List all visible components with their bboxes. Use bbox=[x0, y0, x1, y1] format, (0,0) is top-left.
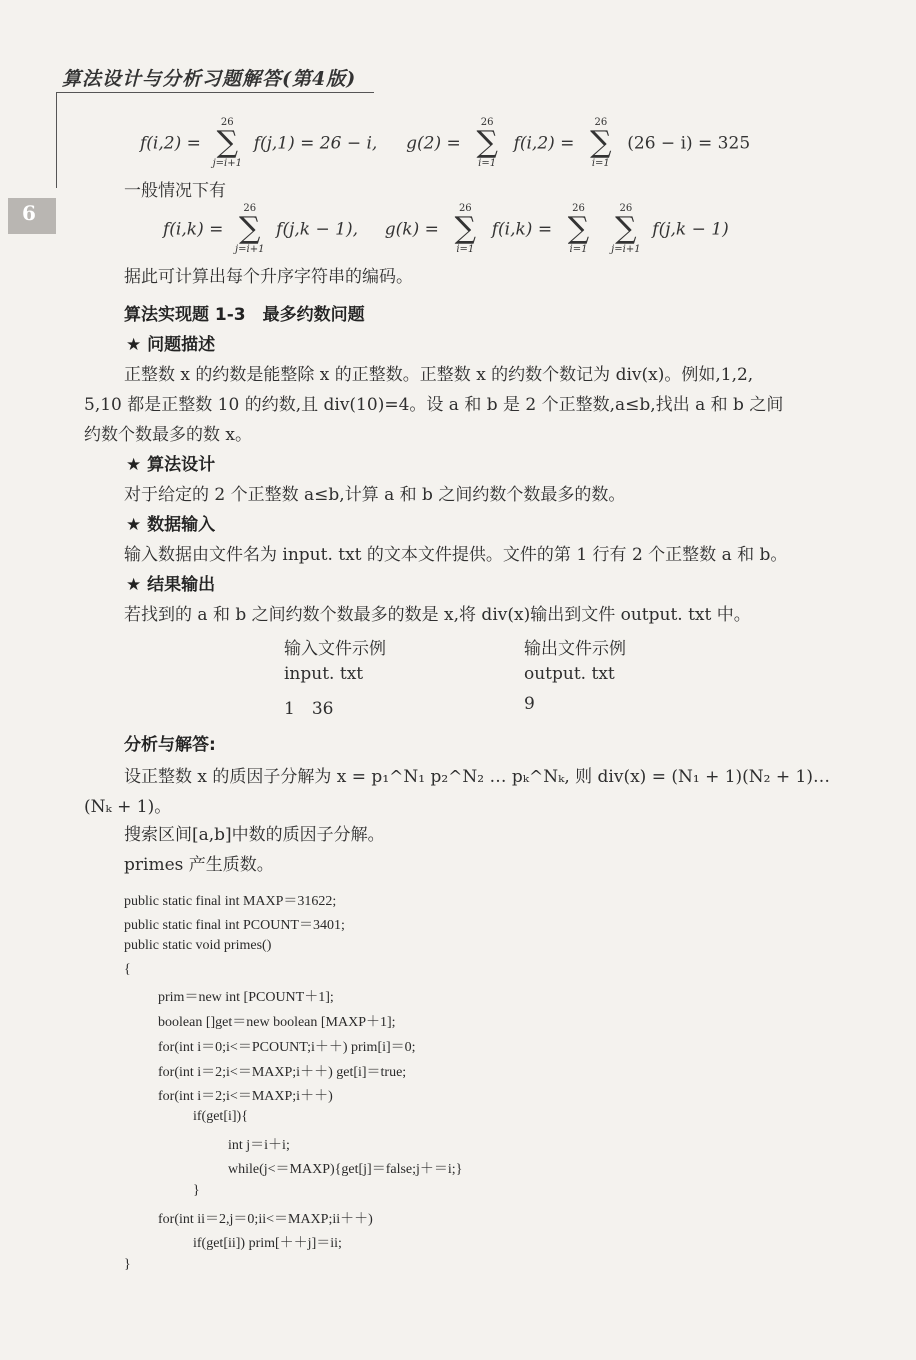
analysis-line-2: (Nₖ + 1)。 bbox=[84, 797, 172, 817]
sum-upper: 26 bbox=[480, 117, 494, 128]
summation-6: 26 ∑ i=1 bbox=[559, 204, 597, 256]
conclusion-text: 据此可计算出每个升序字符串的编码。 bbox=[124, 267, 413, 287]
formula-line-1 bbox=[140, 118, 750, 170]
code-line: { bbox=[124, 962, 131, 977]
formula-f-lhs: f(i,2) = bbox=[140, 133, 201, 154]
summation-7: 26 ∑ j=i+1 bbox=[607, 204, 645, 256]
sum-upper: 26 bbox=[619, 203, 633, 214]
sample-input-value: 1 36 bbox=[284, 699, 334, 719]
formula-fik-lhs: f(i,k) = bbox=[163, 219, 224, 240]
margin-rule bbox=[56, 92, 57, 188]
sum-upper: 26 bbox=[458, 203, 472, 214]
page-number: 6 bbox=[22, 201, 36, 225]
sum-lower: i=1 bbox=[456, 244, 475, 255]
formula-g-mid: f(i,2) = bbox=[513, 133, 575, 154]
sum-upper: 26 bbox=[572, 203, 585, 214]
sum-lower: i=1 bbox=[478, 158, 497, 169]
sum-lower: j=i+1 bbox=[212, 158, 242, 169]
problem-desc-line-2: 5,10 都是正整数 10 的约数,且 div(10)=4。设 a 和 b 是 2 个正整数,a≤b,找出 a 和 b 之间 bbox=[84, 395, 784, 415]
formula-gk-lhs: g(k) = bbox=[384, 219, 439, 240]
sum-upper: 26 bbox=[220, 117, 234, 128]
header-rule bbox=[56, 92, 374, 93]
code-line: public static final int PCOUNT＝3401; bbox=[124, 918, 345, 933]
code-line: public static final int MAXP＝31622; bbox=[124, 894, 337, 909]
code-line: } bbox=[193, 1183, 200, 1198]
design-text: 对于给定的 2 个正整数 a≤b,计算 a 和 b 之间约数个数最多的数。 bbox=[124, 485, 626, 505]
general-case-text: 一般情况下有 bbox=[124, 181, 226, 201]
formula-line-2 bbox=[163, 204, 729, 256]
code-line: while(j<＝MAXP){get[j]＝false;j＋＝i;} bbox=[228, 1162, 463, 1177]
sum-lower: i=1 bbox=[569, 244, 588, 255]
code-line: prim＝new int [PCOUNT＋1]; bbox=[158, 990, 334, 1005]
summation-5: 26 ∑ i=1 bbox=[446, 204, 484, 256]
input-heading: ★ 数据输入 bbox=[126, 515, 216, 535]
sum-lower: i=1 bbox=[591, 158, 610, 169]
sum-lower: j=i+1 bbox=[611, 244, 641, 255]
sample-input-label: 输入文件示例 bbox=[284, 639, 386, 659]
problem-desc-heading: ★ 问题描述 bbox=[126, 335, 216, 355]
output-heading: ★ 结果输出 bbox=[126, 575, 216, 595]
problem-desc-line-3: 约数个数最多的数 x。 bbox=[84, 425, 252, 445]
formula-gk-mid: f(i,k) = bbox=[491, 219, 553, 240]
formula-fik-mid: f(j,k − 1), bbox=[276, 219, 358, 240]
code-line: for(int i＝2;i<＝MAXP;i＋＋) bbox=[158, 1089, 333, 1104]
code-line: for(int i＝2;i<＝MAXP;i＋＋) get[i]＝true; bbox=[158, 1065, 407, 1080]
analysis-line-4: primes 产生质数。 bbox=[124, 855, 274, 875]
sample-output-file: output. txt bbox=[524, 664, 615, 684]
sample-output-value: 9 bbox=[524, 694, 535, 714]
summation-1: 26 ∑ j=i+1 bbox=[208, 118, 246, 170]
code-line: if(get[ii]) prim[＋＋j]＝ii; bbox=[193, 1236, 342, 1251]
sample-input-file: input. txt bbox=[284, 664, 364, 684]
code-line: for(int ii＝2,j＝0;ii<＝MAXP;ii＋＋) bbox=[158, 1212, 373, 1227]
code-line: for(int i＝0;i<＝PCOUNT;i＋＋) prim[i]＝0; bbox=[158, 1040, 416, 1055]
analysis-line-3: 搜索区间[a,b]中数的质因子分解。 bbox=[124, 825, 385, 845]
summation-4: 26 ∑ j=i+1 bbox=[231, 204, 269, 256]
analysis-heading: 分析与解答: bbox=[124, 735, 216, 755]
summation-3: 26 ∑ i=1 bbox=[582, 118, 620, 170]
input-text: 输入数据由文件名为 input. txt 的文本文件提供。文件的第 1 行有 2 个正整数 a 和 b。 bbox=[124, 545, 788, 565]
formula-g-result: (26 − i) = 325 bbox=[627, 133, 751, 154]
code-line: boolean []get＝new boolean [MAXP＋1]; bbox=[158, 1015, 396, 1030]
running-header: 算法设计与分析习题解答(第4版) bbox=[62, 68, 357, 90]
sample-output-label: 输出文件示例 bbox=[524, 639, 626, 659]
formula-f-mid: f(j,1) = 26 − i, bbox=[253, 133, 378, 154]
sum-lower: j=i+1 bbox=[235, 244, 265, 255]
design-heading: ★ 算法设计 bbox=[126, 455, 216, 475]
problem-desc-line-1: 正整数 x 的约数是能整除 x 的正整数。正整数 x 的约数个数记为 div(x)。例如,1,2, bbox=[124, 365, 754, 385]
formula-g-lhs: g(2) = bbox=[406, 133, 461, 154]
analysis-line-1: 设正整数 x 的质因子分解为 x = p₁^N₁ p₂^N₂ … pₖ^Nₖ, 则 div(x) = (N₁ + 1)(N₂ + 1)… bbox=[124, 767, 830, 787]
summation-2: 26 ∑ i=1 bbox=[468, 118, 506, 170]
code-line: if(get[i]){ bbox=[193, 1109, 248, 1124]
problem-title: 算法实现题 1-3 最多约数问题 bbox=[124, 305, 365, 325]
sum-upper: 26 bbox=[243, 203, 257, 214]
code-line: public static void primes() bbox=[124, 938, 272, 953]
code-line: } bbox=[124, 1257, 131, 1272]
output-text: 若找到的 a 和 b 之间约数个数最多的数是 x,将 div(x)输出到文件 output. txt 中。 bbox=[124, 605, 751, 625]
formula-gk-result: f(j,k − 1) bbox=[652, 219, 729, 240]
code-line: int j＝i＋i; bbox=[228, 1138, 290, 1153]
sum-upper: 26 bbox=[594, 117, 608, 128]
